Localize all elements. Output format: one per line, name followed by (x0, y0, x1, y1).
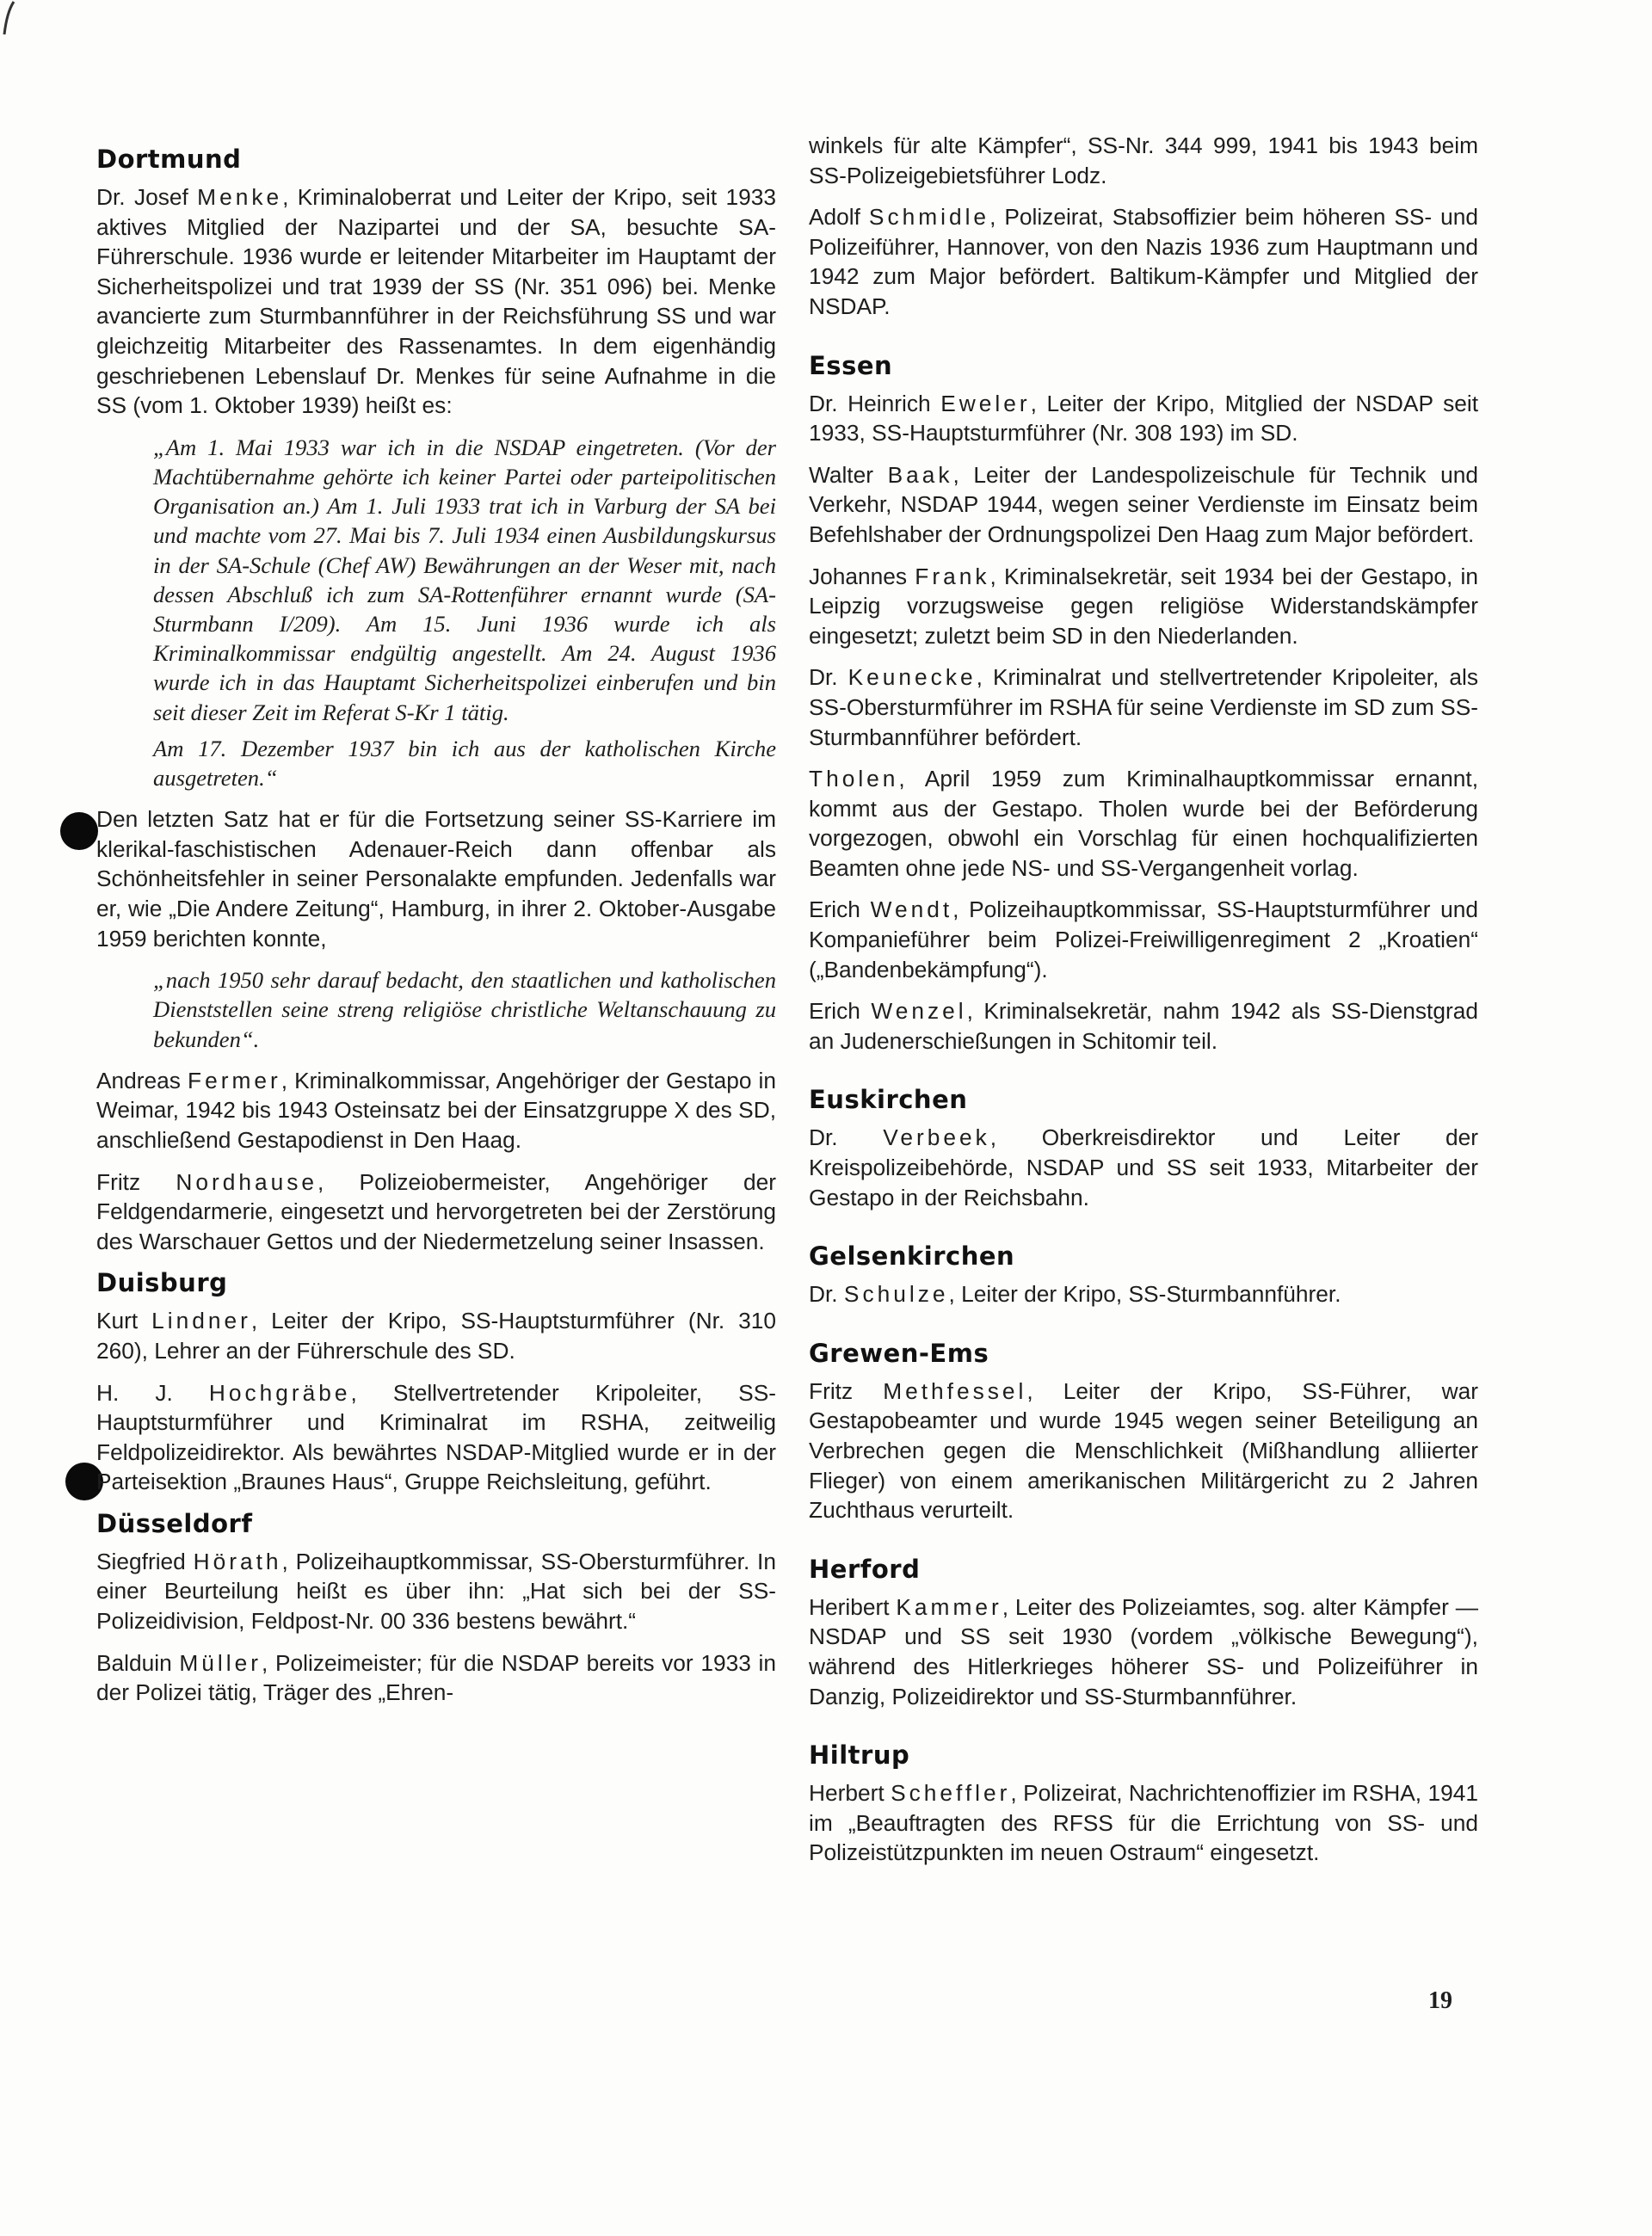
name-tholen: Tholen (809, 766, 899, 792)
name-lindner: Lindner (151, 1308, 251, 1334)
paragraph-methfessel: Fritz Methfessel, Leiter der Kripo, SS-Führer, war Gestapobeamter und wurde 1945 wegen seiner Beteiligung an Verbrechen gegen die Menschlichkeit (Mißhandlung alliierter Flieger) von einem amerikanischen Militärgericht zu 2 Jahren Zuchthaus verurteilt. (809, 1377, 1478, 1524)
paragraph-hochgraebe: H. J. Hochgräbe, Stellvertretender Kripoleiter, SS-Hauptsturmführer und Kriminalrat im RSHA, zeitweilig Feldpolizeidirektor. Als bewährtes NSDAP-Mitglied wurde er in der Parteisektion „Braunes Haus“, Gruppe Reichsleitung, geführt. (96, 1379, 776, 1495)
name-fermer: Fermer (188, 1067, 281, 1093)
heading-duesseldorf: Düsseldorf (96, 1508, 253, 1538)
name-nordhause: Nordhause (176, 1168, 318, 1195)
paragraph-eweler: Dr. Heinrich Eweler, Leiter der Kripo, Mitglied der NSDAP seit 1933, SS-Hauptsturmführer (Nr. 308 193) im SD. (809, 390, 1479, 447)
paragraph-menke: Dr. Josef Menke, Kriminaloberrat und Leiter der Kripo, seit 1933 aktives Mitglied der Nazipartei und der SA, besuchte SA-Führerschule. 1936 wurde er leitender Mitarbeiter im Hauptamt der Sicherheitspolizei und trat 1939 der SS (Nr. 351 096) bei. Menke avancierte zum Sturmbannführer in der Reichsführung SS und war gleichzeitig Mitarbeiter des Rassenamtes. In dem eigenhändig geschriebenen Lebenslauf Dr. Menkes für seine Aufnahme in die SS (vom 1. Oktober 1939) heißt es: (96, 184, 776, 419)
paragraph-frank: Johannes Frank, Kriminalsekretär, seit 1934 bei der Gestapo, in Leipzig vorzugsweise gegen religiöse Widerstandskämpfer eingesetzt; zuletzt beim SD in den Niederlanden. (809, 563, 1478, 649)
heading-euskirchen: Euskirchen (809, 1085, 968, 1115)
name-menke: Menke (197, 184, 283, 210)
name-wendt: Wendt (870, 896, 953, 923)
page-number: 19 (1428, 1987, 1452, 2014)
name-hochgraebe: Hochgräbe (208, 1379, 351, 1406)
quote-menke (96, 433, 776, 792)
section-gelsenkirchen (809, 1241, 1478, 1309)
paragraph-tholen: Tholen, April 1959 zum Kriminalhauptkommissar ernannt, kommt aus der Gestapo. Tholen wurde bei der Beförderung vorgezogen, obwohl ein Vorschlag für einen hochqualifizierten Beamten ohne jede NS- und SS-Vergangenheit vorlag. (809, 766, 1478, 881)
paragraph-kammer: Heribert Kammer, Leiter des Polizeiamtes, sog. alter Kämpfer — NSDAP und SS seit 1930 (vordem „völkische Bewegung“), während des Hitlerkrieges höherer SS- und Polizeiführer in Danzig, Polizeidirektor und SS-Sturmbannführer. (809, 1593, 1478, 1709)
heading-grewen-ems: Grewen-Ems (809, 1338, 989, 1368)
name-wenzel: Wenzel (871, 998, 967, 1025)
heading-duisburg: Duisburg (96, 1268, 228, 1298)
corner-pen-mark (2, 0, 19, 52)
name-keunecke: Keunecke (848, 664, 977, 691)
section-duisburg (96, 1268, 776, 1497)
paragraph-schmidle: Adolf Schmidle, Polizeirat, Stabsoffizier beim höheren SS- und Polizeiführer, Hannover, von den Nazis 1936 zum Hauptmann und 1942 zum Major befördert. Baltikum-Kämpfer und Mitglied der NSDAP. (809, 204, 1479, 319)
heading-gelsenkirchen: Gelsenkirchen (809, 1241, 1015, 1272)
paragraph-lindner: Kurt Lindner, Leiter der Kripo, SS-Hauptsturmführer (Nr. 310 260), Lehrer an der Führerschule des SD. (96, 1308, 776, 1364)
paragraph-baak: Walter Baak, Leiter der Landespolizeischule für Technik und Verkehr, NSDAP 1944, wegen seiner Verdienste im Einsatz beim Befehlshaber der Ordnungspolizei Den Haag zum Major befördert. (809, 461, 1478, 547)
heading-hiltrup: Hiltrup (809, 1740, 910, 1771)
paragraph-wenzel: Erich Wenzel, Kriminalsekretär, nahm 1942 als SS-Dienstgrad an Judenerschießungen in Schitomir teil. (809, 998, 1478, 1054)
paragraph-nordhause: Fritz Nordhause, Polizeiobermeister, Angehöriger der Feldgendarmerie, eingesetzt und hervorgetreten bei der Zerstörung des Warschauer Gettos und der Niedermetzelung seiner Insassen. (96, 1168, 776, 1254)
paragraph-wendt: Erich Wendt, Polizeihauptkommissar, SS-Hauptsturmführer und Kompanieführer beim Polizei-Freiwilligenregiment 2 „Kroatien“ („Bandenbekämpfung“). (809, 896, 1478, 982)
section-euskirchen (809, 1085, 1478, 1212)
section-duesseldorf (96, 1509, 776, 1708)
paragraph-mueller: Balduin Müller, Polizeimeister; für die NSDAP bereits vor 1933 in der Polizei tätig, Träger des „Ehren- (96, 1649, 777, 1706)
name-kammer: Kammer (896, 1593, 1002, 1620)
paragraph-keunecke: Dr. Keunecke, Kriminalrat und stellvertretender Kripoleiter, als SS-Obersturmführer im RSHA für seine Verdienste im SD zum SS-Sturmbannführer befördert. (809, 664, 1478, 750)
quote-text-2: Am 17. Dezember 1937 bin ich aus der katholischen Kirche ausgetreten.“ (153, 735, 776, 791)
heading-essen: Essen (809, 350, 893, 380)
section-dortmund (96, 145, 776, 1256)
section-essen (809, 351, 1478, 1056)
section-herford (809, 1555, 1478, 1711)
name-scheffler: Scheffler (891, 1780, 1011, 1807)
name-verbeek: Verbeek (883, 1124, 990, 1151)
section-hiltrup (809, 1740, 1478, 1868)
paragraph-schulze: Dr. Schulze, Leiter der Kripo, SS-Sturmbannführer. (809, 1281, 1341, 1308)
quote-text-1: „Am 1. Mai 1933 war ich in die NSDAP eingetreten. (Vor der Machtübernahme gehörte ich keiner Partei oder parteipolitischen Organisation an.) Am 1. Juli 1933 trat ich in Varburg der SA bei und machte vom 27. Mai bis 7. Juli 1934 einen Ausbildungskursus in der SA-Schule (Chef AW) Bewährungen an der Weser mit, nach dessen Abschluß ich zum SA-Rottenführer ernannt wurde (SA-Sturmbann I/209). Am 15. Juni 1936 wurde ich als Kriminalkommissar endgültig angestellt. Am 24. August 1936 wurde ich in das Hauptamt Sicherheitspolizei einberufen und bin seit dieser Zeit im Referat S-Kr 1 tätig. (153, 434, 776, 725)
paragraph-continuation: winkels für alte Kämpfer“, SS-Nr. 344 999, 1941 bis 1943 beim SS-Polizeigebietsführer Lodz. (809, 132, 1478, 188)
section-continuation (809, 131, 1478, 322)
name-eweler: Eweler (940, 390, 1031, 416)
name-baak: Baak (887, 461, 953, 488)
name-mueller: Müller (179, 1649, 262, 1676)
name-schulze: Schulze (843, 1281, 949, 1308)
paragraph-hoerath: Siegfried Hörath, Polizeihauptkommissar, SS-Obersturmführer. In einer Beurteilung heißt es über ihn: „Hat sich bei der SS-Polizeidivision, Feldpost-Nr. 00 336 bestens bewährt.“ (96, 1548, 776, 1635)
name-hoerath: Hörath (193, 1548, 282, 1574)
paragraph-verbeek: Dr. Verbeek, Oberkreisdirektor und Leiter der Kreispolizeibehörde, NSDAP und SS seit 1933, Mitarbeiter der Gestapo in der Reichsbahn. (809, 1124, 1478, 1210)
paragraph-commentary: Den letzten Satz hat er für die Fortsetzung seiner SS-Karriere im klerikal-faschistischen Adenauer-Reich dann offenbar als Schönheitsfehler in seiner Personalakte empfunden. Jedenfalls war er, wie „Die Andere Zeitung“, Hamburg, in ihrer 2. Oktober-Ausgabe 1959 berichten konnte, (96, 806, 776, 952)
name-methfessel: Methfessel (883, 1377, 1027, 1404)
name-schmidle: Schmidle (868, 204, 990, 231)
section-grewen-ems (809, 1339, 1478, 1525)
left-column (96, 138, 776, 1720)
paragraph-scheffler: Herbert Scheffler, Polizeirat, Nachrichtenoffizier im RSHA, 1941 im „Beauftragten des RFSS für die Errichtung von SS- und Polizeistützpunkten im neuen Ostraum“ eingesetzt. (809, 1780, 1478, 1866)
right-column (809, 131, 1478, 1880)
heading-herford: Herford (809, 1554, 921, 1584)
quote-text-3: „nach 1950 sehr darauf bedacht, den staatlichen und katholischen Dienststellen seine streng religiöse christliche Weltanschauung zu bekunden“. (153, 967, 776, 1052)
punch-hole-upper (60, 812, 98, 850)
paragraph-fermer: Andreas Fermer, Kriminalkommissar, Angehöriger der Gestapo in Weimar, 1942 bis 1943 Osteinsatz bei der Einsatzgruppe X des SD, anschließend Gestapodienst in Den Haag. (96, 1067, 776, 1153)
heading-dortmund: Dortmund (96, 145, 242, 174)
name-frank: Frank (915, 563, 990, 589)
quote-andere-zeitung (96, 965, 776, 1054)
